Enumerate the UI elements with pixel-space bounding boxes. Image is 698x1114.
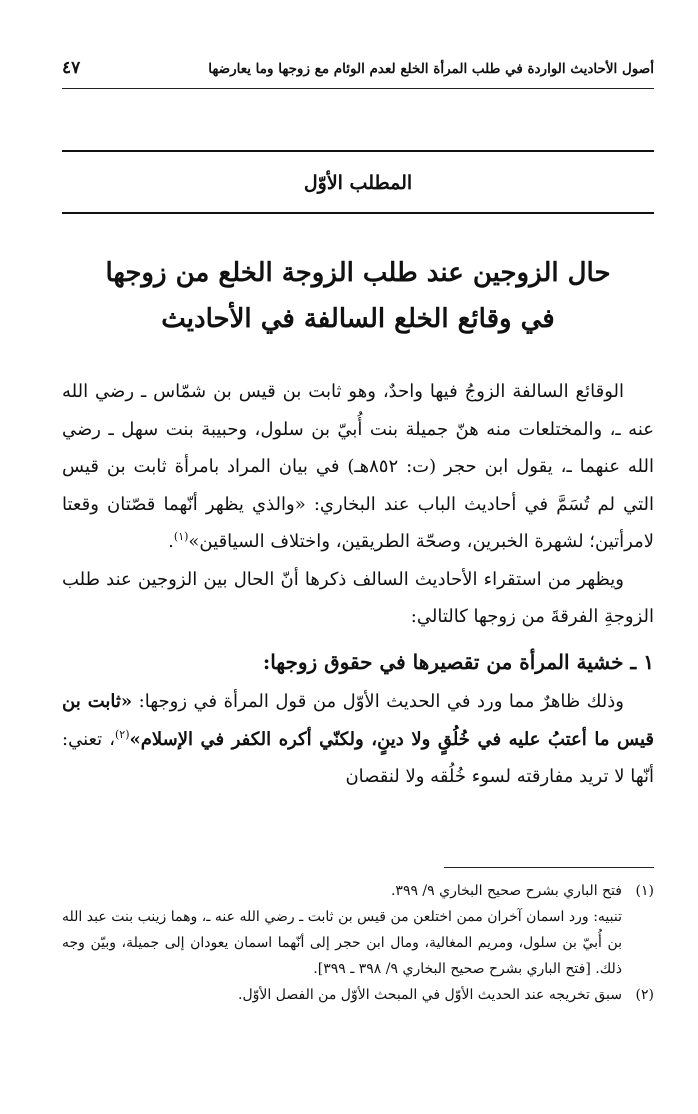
paragraph-1 xyxy=(62,373,654,561)
footnote-ref-2: (٢) xyxy=(115,727,130,741)
section-rule-bottom xyxy=(62,212,654,214)
paragraph-3-start: وذلك ظاهرٌ مما ورد في الحديث الأوّل من قول المرأة في زوجها: xyxy=(132,691,624,712)
paragraph-1-text: الوقائع السالفة الزوجُ فيها واحدٌ، وهو ثابت بن قيس بن شمّاس ـ رضي الله عنه ـ، والمختلعات منه هنّ جميلة بنت أُبيّ بن سلول، وحبيبة بنت سهل ـ رضي الله عنهما ـ، يقول ابن حجر (ت: ٨٥٢هـ) في بيان المراد بامرأة ثابت بن قيس التي لم تُسَمَّ في أحاديث الباب عند البخاري: «والذي يظهر أنّهما قصّتان وقعتا لامرأتين؛ لشهرة الخبرين، وصحّة الطريقين، واختلاف السياقين» xyxy=(62,381,654,552)
chapter-title-line-1: حال الزوجين عند طلب الزوجة الخلع من زوجها xyxy=(105,258,611,288)
hadith-quote: «ثابت بن قيس ما أعتبُ عليه في خُلُقٍ ولا دينٍ، ولكنّي أكره الكفر في الإسلام» xyxy=(62,691,654,750)
header-divider xyxy=(62,88,654,89)
page-number: ٤٧ xyxy=(62,58,81,78)
paragraph-3 xyxy=(62,683,654,796)
section-heading: المطلب الأوّل xyxy=(303,172,413,194)
paragraph-1-end: . xyxy=(168,531,174,552)
footnote-1-number: (١) xyxy=(635,883,654,899)
paragraph-2: ويظهر من استقراء الأحاديث السالف ذكرها أنّ الحال بين الزوجين عند طلب الزوجةِ الفرقةَ من زوجها كالتالي: xyxy=(62,568,654,627)
page-header xyxy=(62,58,654,78)
paragraph-3-end: ، تعني: أنّها لا تريد مفارقته لسوء خُلُقه ولا لنقصان xyxy=(62,728,654,787)
footnote-1-note xyxy=(62,904,654,982)
subheading-1: ١ ـ خشية المرأة من تقصيرها في حقوق زوجها: xyxy=(262,649,654,674)
section-rule-top xyxy=(62,150,654,152)
footnote-2-text: سبق تخريجه عند الحديث الأوّل في المبحث الأوّل من الفصل الأوّل. xyxy=(238,987,622,1003)
footnote-1-note-text: تنبيه: ورد اسمان آخران ممن اختلعن من قيس بن ثابت ـ رضي الله عنه ـ، وهما زينب بنت عبد الله بن أُبيّ بن سلول، ومريم المغالية، ومال ابن حجر إلى أنّهما اسمان يعودان إلى جميلة، وبيّن وجه ذلك. [فتح الباري بشرح صحيح البخاري ٩/ ٣٩٨ ـ ٣٩٩]. xyxy=(62,909,622,977)
footnote-ref-1: (١) xyxy=(173,530,189,543)
footnote-divider xyxy=(444,867,654,868)
chapter-title xyxy=(62,250,654,342)
footnote-2-number: (٢) xyxy=(635,987,654,1003)
footnote-1 xyxy=(62,878,654,904)
running-title: أصول الأحاديث الواردة في طلب المرأة الخلع لعدم الوئام مع زوجها وما يعارضها xyxy=(208,61,654,77)
footnote-1-note-spacer xyxy=(622,904,654,982)
footnotes xyxy=(62,878,654,1008)
body-text xyxy=(62,373,654,796)
chapter-title-line-2: في وقائع الخلع السالفة في الأحاديث xyxy=(161,304,555,334)
footnote-1-text: فتح الباري بشرح صحيح البخاري ٩/ ٣٩٩. xyxy=(390,883,622,899)
footnote-2 xyxy=(62,982,654,1008)
